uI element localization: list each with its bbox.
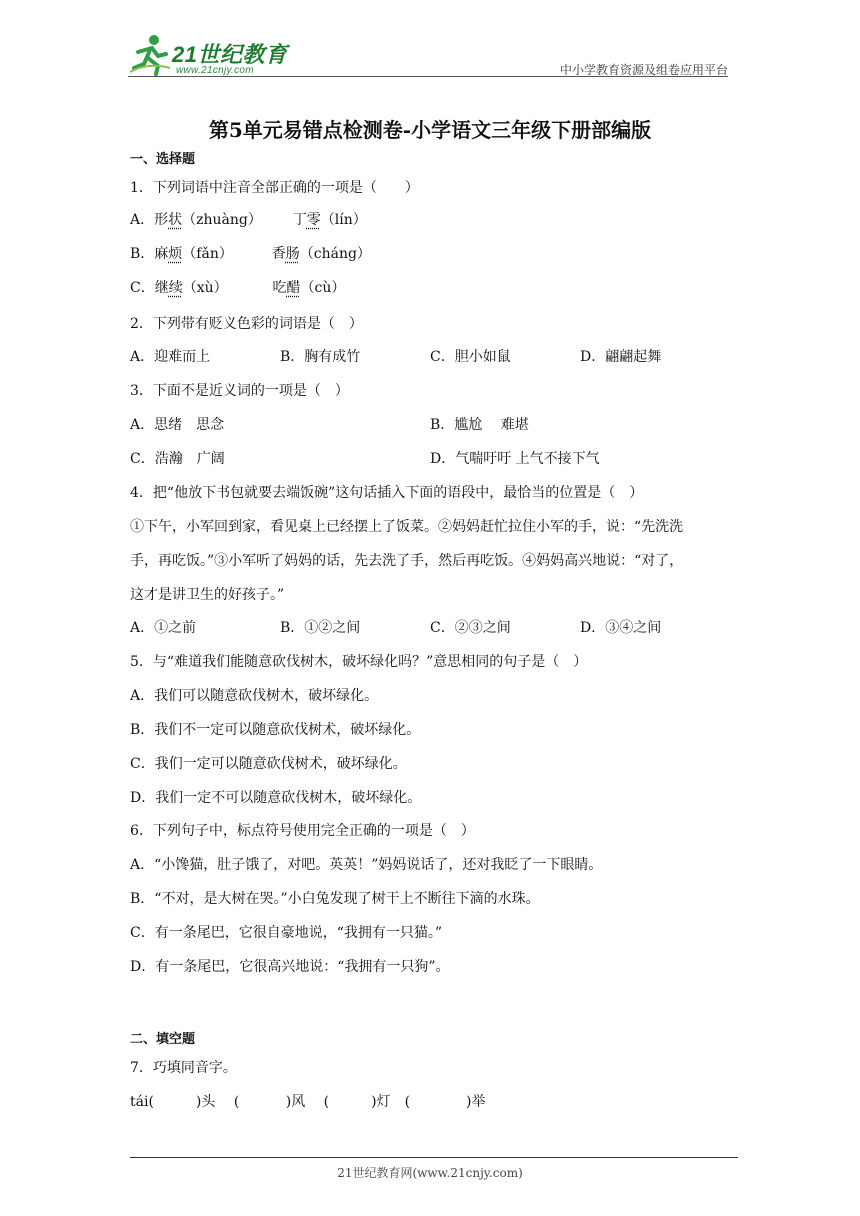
- question-6-stem: 6．下列句子中，标点符号使用完全正确的一项是（ ）: [130, 823, 475, 839]
- page-title: 第5单元易错点检测卷-小学语文三年级下册部编版: [208, 118, 652, 142]
- option-a: A．思绪 思念: [130, 417, 225, 433]
- footer-text: 21世纪教育网(www.21cnjy.com): [337, 1166, 523, 1180]
- dotted-char: 肠: [285, 246, 300, 262]
- option-c: C．胆小如鼠: [430, 349, 511, 365]
- option-d: D．翩翩起舞: [580, 349, 662, 365]
- question-1-stem: 1．下列词语中注音全部正确的一项是（ ）: [130, 180, 419, 196]
- runner-logo-icon: [128, 32, 172, 76]
- dotted-char: 状: [168, 212, 183, 228]
- question-1-option-b: [130, 244, 371, 264]
- question-5-stem: 5．与“难道我们能随意砍伐树木，破坏绿化吗？”意思相同的句子是（ ）: [130, 654, 588, 670]
- pinyin: （xù）: [182, 280, 228, 296]
- pinyin: （cháng）: [299, 246, 371, 262]
- dotted-char: 醋: [286, 280, 301, 296]
- question-4-passage-line-1: ①下午，小军回到家，看见桌上已经摆上了饭菜。②妈妈赶忙拉住小军的手，说：“先洗洗: [130, 519, 684, 535]
- dotted-char: 零: [306, 212, 321, 228]
- dotted-char: 续: [168, 280, 183, 296]
- platform-name: 中小学教育资源及组卷应用平台: [559, 63, 728, 77]
- question-5-option-d: D．我们一定不可以随意砍伐树木，破坏绿化。: [130, 790, 422, 806]
- section-heading-fill: 二、填空题: [130, 1032, 196, 1047]
- option-text: 吃: [272, 280, 287, 296]
- question-5-option-b: B．我们不一定可以随意砍伐树术，破坏绿化。: [130, 722, 421, 738]
- option-b: B．胸有成竹: [280, 349, 361, 365]
- question-6-option-d: D．有一条尾巴，它很高兴地说：“我拥有一只狗”。: [130, 959, 450, 975]
- dotted-char: 烦: [168, 246, 183, 262]
- question-6-option-a: A．“小馋猫，肚子饿了，对吧。英英！”妈妈说话了，还对我眨了一下眼睛。: [130, 857, 603, 873]
- question-4-passage-line-2: 手，再吃饭。”③小军听了妈妈的话，先去洗了手，然后再吃饭。④妈妈高兴地说：“对了，: [130, 553, 684, 569]
- page-header: [128, 30, 728, 80]
- question-7-stem: 7．巧填同音字。: [130, 1060, 237, 1076]
- section-heading-choice: 一、选择题: [130, 152, 196, 167]
- question-5-option-c: C．我们一定可以随意砍伐树术，破坏绿化。: [130, 756, 407, 772]
- question-4-stem: 4．把“他放下书包就要去端饭碗”这句话插入下面的语段中，最恰当的位置是（ ）: [130, 485, 644, 501]
- question-6-option-b: B．“不对，是大树在哭。”小白兔发现了树干上不断往下滴的水珠。: [130, 891, 540, 907]
- option-b: B．尴尬 难堪: [430, 417, 529, 433]
- question-2-stem: 2．下列带有贬义色彩的词语是（ ）: [130, 316, 363, 332]
- option-c: C．浩瀚 广阔: [130, 451, 225, 467]
- question-4-passage-line-3: 这才是讲卫生的好孩子。”: [130, 587, 285, 603]
- logo-url: www.21cnjy.com: [176, 65, 254, 76]
- question-3-stem: 3．下面不是近义词的一项是（ ）: [130, 383, 349, 399]
- question-1-option-a: [130, 210, 367, 230]
- option-a: A．迎难而上: [130, 349, 211, 365]
- question-5-option-a: A．我们可以随意砍伐树木，破坏绿化。: [130, 688, 379, 704]
- option-text: A．形: [130, 212, 169, 228]
- header-divider: [128, 76, 728, 77]
- option-text: B．麻: [130, 246, 169, 262]
- option-text: C．继: [130, 280, 169, 296]
- option-text: 香: [271, 246, 286, 262]
- logo-text: 21世纪教育: [172, 42, 288, 67]
- option-d: D．气喘吁吁 上气不接下气: [430, 451, 600, 467]
- pinyin: （lín）: [320, 212, 367, 228]
- pinyin: （zhuàng）: [182, 212, 262, 228]
- question-6-option-c: C．有一条尾巴，它很自豪地说，“我拥有一只猫。”: [130, 925, 443, 941]
- question-1-option-c: [130, 278, 345, 298]
- footer-divider: [130, 1157, 738, 1158]
- option-b: B．①②之间: [280, 620, 361, 636]
- logo: [128, 32, 298, 76]
- pinyin: （cù）: [300, 280, 346, 296]
- option-d: D．③④之间: [580, 620, 662, 636]
- question-7-blanks: tái( )头 ( )风 ( )灯 ( )举: [130, 1094, 486, 1110]
- pinyin: （fǎn）: [182, 246, 233, 262]
- option-a: A．①之前: [130, 620, 197, 636]
- option-text: 丁: [292, 212, 307, 228]
- option-c: C．②③之间: [430, 620, 511, 636]
